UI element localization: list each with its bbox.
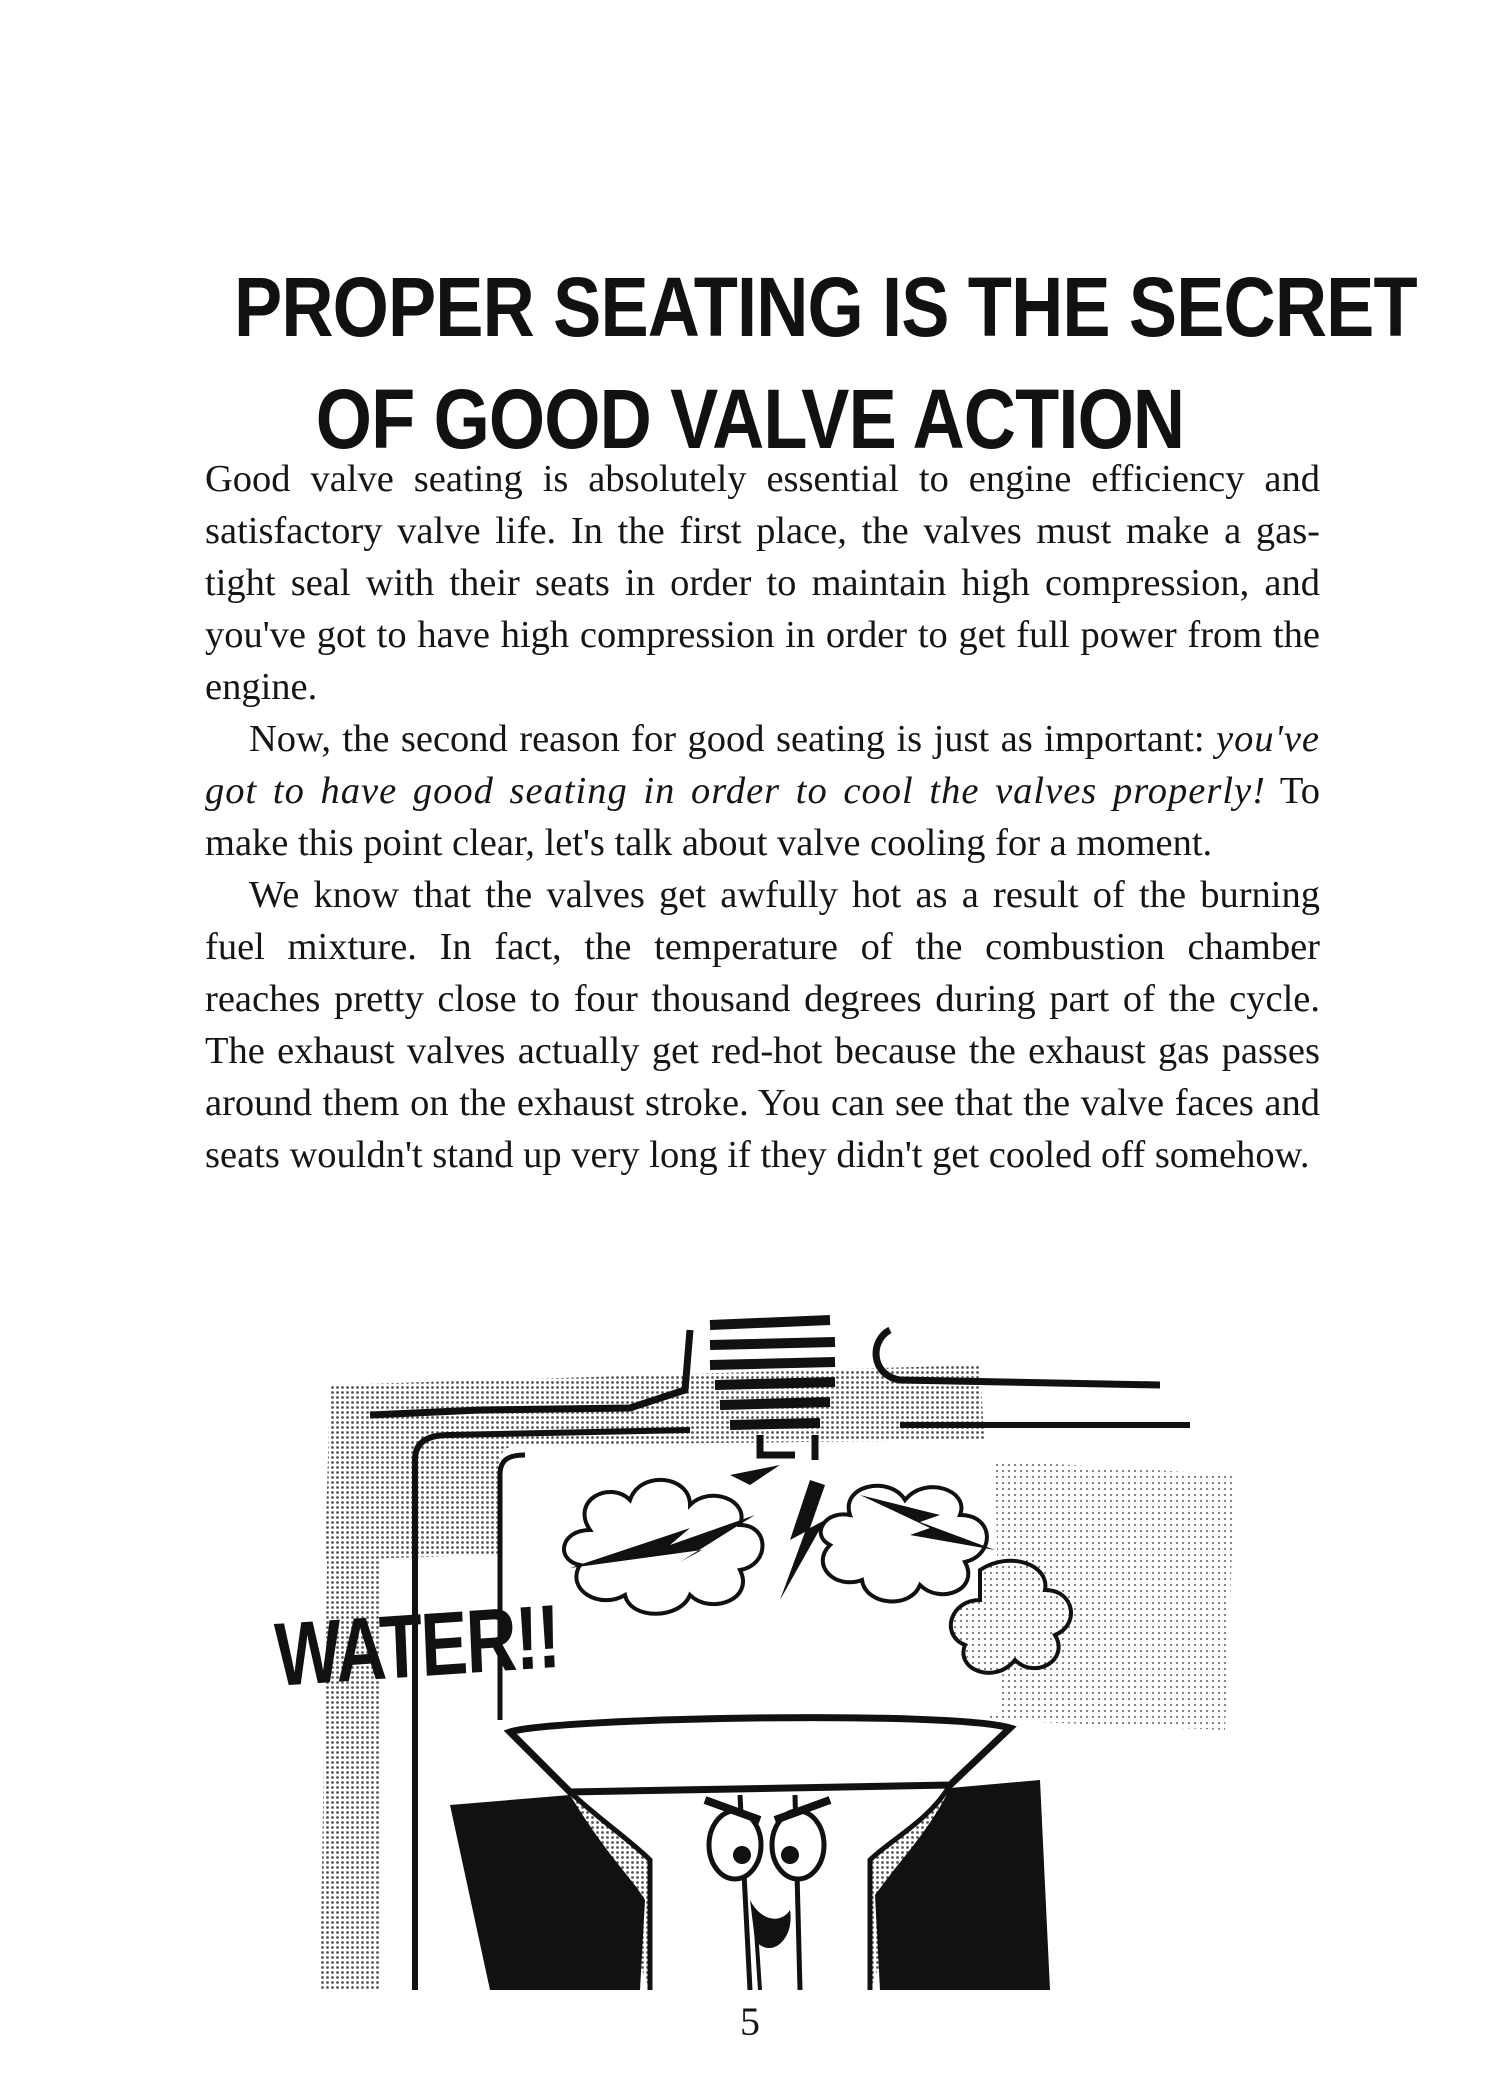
water-exclamation-label: WATER!! bbox=[273, 1586, 561, 1706]
paragraph-2-text-after: To make this point clear, let's talk about valve cooling for a moment. bbox=[205, 770, 1320, 864]
paragraph-2-text-before: Now, the second reason for good seating is just as important: bbox=[249, 718, 1216, 760]
paragraph-3: We know that the valves get awfully hot as a result of the burning fuel mixture. In fact, the temperature of the combustion chamber reaches pretty close to four thousand degrees during part of the cycle. The exhaust valves actually get red-hot because the exhaust gas passes around them on the exhaust stroke. You can see that the valve faces and seats wouldn't stand up very long if they didn't get cooled off somehow. bbox=[205, 874, 1320, 1176]
page-number: 5 bbox=[740, 1999, 760, 2044]
title-line-1: PROPER SEATING IS THE SECRET bbox=[234, 260, 1417, 355]
page-title bbox=[234, 251, 1417, 475]
body-text bbox=[205, 453, 1320, 1181]
title-line-2: OF GOOD VALVE ACTION bbox=[315, 372, 1185, 467]
paragraph-2-italic-text: you've got to have good seating in order to cool the valves properly! bbox=[205, 718, 1320, 812]
paragraph-1: Good valve seating is absolutely essential to engine efficiency and satisfactory valve life. In the first place, the valves must make a gas-tight seal with their seats in order to maintain high compression, and you've got to have high compression in order to get full power from the engine. bbox=[205, 458, 1320, 708]
paragraph-2 bbox=[205, 713, 1320, 869]
valve-character bbox=[450, 1718, 1050, 1990]
